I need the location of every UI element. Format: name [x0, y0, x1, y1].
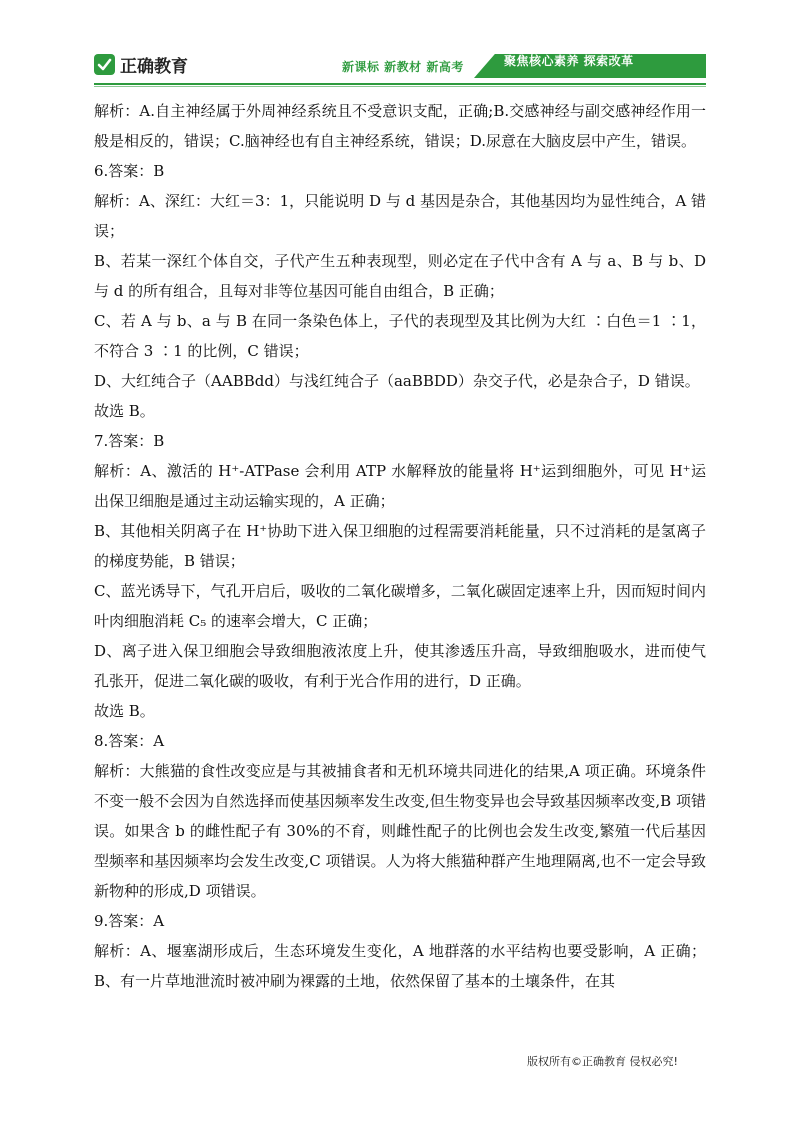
paragraph: C、蓝光诱导下，气孔开启后，吸收的二氧化碳增多，二氧化碳固定速率上升，因而短时间内叶肉细胞消耗 C₅ 的速率会增大，C 正确； [94, 582, 706, 630]
answer-heading: 8.答案：A [94, 732, 165, 750]
page-header [94, 48, 706, 84]
header-slogan: 新课标 新教材 新高考 [342, 60, 464, 74]
answer-heading: 6.答案：B [94, 162, 165, 180]
paragraph: D、离子进入保卫细胞会导致细胞液浓度上升，使其渗透压升高，导致细胞吸水，进而使气孔张开，促进二氧化碳的吸收，有利于光合作用的进行，D 正确。 [94, 642, 706, 690]
answer-content [94, 96, 706, 996]
paragraph: B、若某一深红个体自交，子代产生五种表现型，则必定在子代中含有 A 与 a、B 与 b、D 与 d 的所有组合，且每对非等位基因可能自由组合，B 正确； [94, 252, 706, 300]
paragraph: 解析：A、激活的 H⁺-ATPase 会利用 ATP 水解释放的能量将 H⁺运到细胞外，可见 H⁺运出保卫细胞是通过主动运输实现的，A 正确； [94, 462, 706, 510]
checkmark-icon [94, 54, 115, 75]
answer-heading: 7.答案：B [94, 432, 165, 450]
paragraph: B、其他相关阴离子在 H⁺协助下进入保卫细胞的过程需要消耗能量，只不过消耗的是氢离子的梯度势能，B 错误； [94, 522, 706, 570]
paragraph: 解析：大熊猫的食性改变应是与其被捕食者和无机环境共同进化的结果,A 项正确。环境条件不变一般不会因为自然选择而使基因频率发生改变,但生物变异也会导致基因频率改变,B 项错误。如果含 b 的雌性配子有 30%的不育，则雌性配子的比例也会发生改变,繁殖一代后基因型频率和基因频率均会发生改变,C 项错误。人为将大熊猫种群产生地理隔离,也不一定会导致新物种的形成,D 项错误。 [94, 762, 706, 900]
paragraph: 解析：A.自主神经属于外周神经系统且不受意识支配，正确;B.交感神经与副交感神经作用一般是相反的，错误；C.脑神经也有自主神经系统，错误；D.尿意在大脑皮层中产生，错误。 [94, 102, 706, 150]
paragraph: 解析：A、深红：大红＝3：1，只能说明 D 与 d 基因是杂合，其他基因均为显性纯合，A 错误； [94, 192, 706, 240]
brand-name: 正确教育 [120, 57, 188, 77]
paragraph: D、大红纯合子（AABBdd）与浅红纯合子（aaBBDD）杂交子代，必是杂合子，D 错误。 [94, 372, 700, 390]
answer-heading: 9.答案：A [94, 912, 165, 930]
paragraph: 故选 B。 [94, 402, 155, 420]
copyright-footer: 版权所有©正确教育 侵权必究! [527, 1055, 678, 1068]
header-divider-thin [94, 86, 706, 87]
paragraph: C、若 A 与 b、a 与 B 在同一条染色体上，子代的表现型及其比例为大红 ∶白色＝1 ∶1，不符合 3 ∶1 的比例，C 错误； [94, 312, 706, 360]
paragraph: 解析：A、堰塞湖形成后，生态环境发生变化，A 地群落的水平结构也要受影响，A 正确； B、有一片草地泄流时被冲刷为裸露的土地，依然保留了基本的土壤条件，在其 [94, 942, 706, 990]
header-divider [94, 83, 706, 85]
header-banner-text: 聚焦核心素养 探索改革 [504, 54, 634, 68]
paragraph: 故选 B。 [94, 702, 155, 720]
brand-logo [94, 52, 188, 77]
